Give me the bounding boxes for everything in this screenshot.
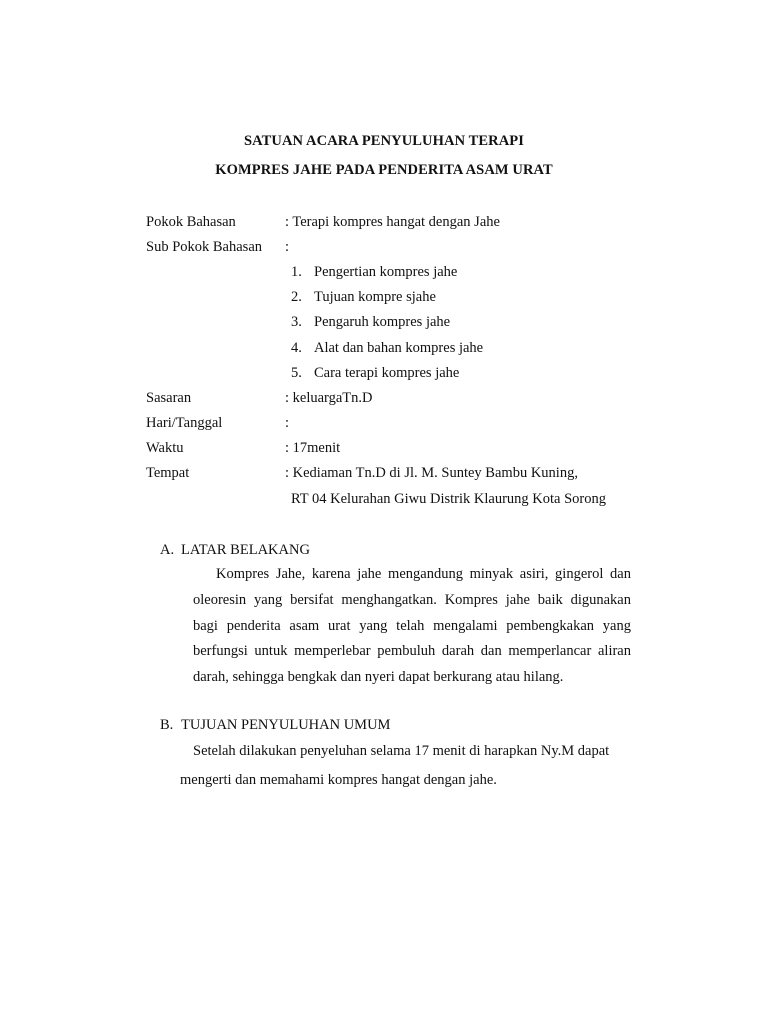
section-heading-tujuan-penyuluhan-umum xyxy=(160,715,390,735)
paragraph-line: berfungsi untuk memperlebar pembuluh darah dan memperlancar aliran xyxy=(193,643,631,660)
list-item xyxy=(291,312,450,332)
list-item-text: Tujuan kompre sjahe xyxy=(314,289,436,305)
field-tempat-continuation: RT 04 Kelurahan Giwu Distrik Klaurung Kota Sorong xyxy=(291,491,606,507)
list-item-text: Cara terapi kompres jahe xyxy=(314,365,460,381)
field-label: Sasaran xyxy=(146,390,192,406)
field-value: : keluargaTn.D xyxy=(285,390,373,406)
list-item-number: 1. xyxy=(291,264,302,280)
field-label: Hari/Tanggal xyxy=(146,415,223,431)
list-item xyxy=(291,338,483,358)
list-item-number: 2. xyxy=(291,289,302,305)
field-label: Sub Pokok Bahasan xyxy=(146,239,262,255)
list-item-text: Pengertian kompres jahe xyxy=(314,264,458,280)
section-letter: A. xyxy=(160,542,175,558)
list-item xyxy=(291,262,457,282)
list-item-text: Pengaruh kompres jahe xyxy=(314,314,451,330)
paragraph-tujuan xyxy=(180,737,640,795)
field-label: Waktu xyxy=(146,440,184,456)
paragraph-line: mengerti dan memahami kompres hangat dengan jahe. xyxy=(180,772,497,788)
field-value: : Kediaman Tn.D di Jl. M. Suntey Bambu Kuning, xyxy=(285,465,578,481)
paragraph-line: Kompres Jahe, karena jahe mengandung minyak asiri, gingerol dan xyxy=(216,566,631,582)
list-item xyxy=(291,363,459,383)
field-value: : xyxy=(285,415,290,431)
section-title: LATAR BELAKANG xyxy=(181,542,310,558)
section-heading-latar-belakang xyxy=(160,540,310,560)
section-letter: B. xyxy=(160,717,174,733)
paragraph-line: bagi penderita asam urat yang telah mengalami pembengkakan yang xyxy=(193,617,631,634)
list-item xyxy=(291,287,436,307)
section-title: TUJUAN PENYULUHAN UMUM xyxy=(181,717,391,733)
field-value: : 17menit xyxy=(285,440,341,456)
paragraph-line: darah, sehingga bengkak dan nyeri dapat berkurang atau hilang. xyxy=(193,669,564,686)
document-title-line-2: KOMPRES JAHE PADA PENDERITA ASAM URAT xyxy=(215,162,553,178)
list-item-number: 4. xyxy=(291,340,302,356)
field-value: : xyxy=(285,239,290,255)
paragraph-latar-belakang xyxy=(193,562,631,691)
paragraph-line: oleoresin yang bersifat menghangatkan. Kompres jahe baik digunakan xyxy=(193,591,631,608)
field-label: Tempat xyxy=(146,465,190,481)
document-title-line-1: SATUAN ACARA PENYULUHAN TERAPI xyxy=(243,133,524,149)
field-label: Pokok Bahasan xyxy=(146,214,236,230)
paragraph-line: Setelah dilakukan penyeluhan selama 17 menit di harapkan Ny.M dapat xyxy=(193,743,610,759)
list-item-number: 3. xyxy=(291,314,302,330)
list-item-text: Alat dan bahan kompres jahe xyxy=(314,340,484,356)
field-value: : Terapi kompres hangat dengan Jahe xyxy=(285,214,500,230)
list-item-number: 5. xyxy=(291,365,302,381)
